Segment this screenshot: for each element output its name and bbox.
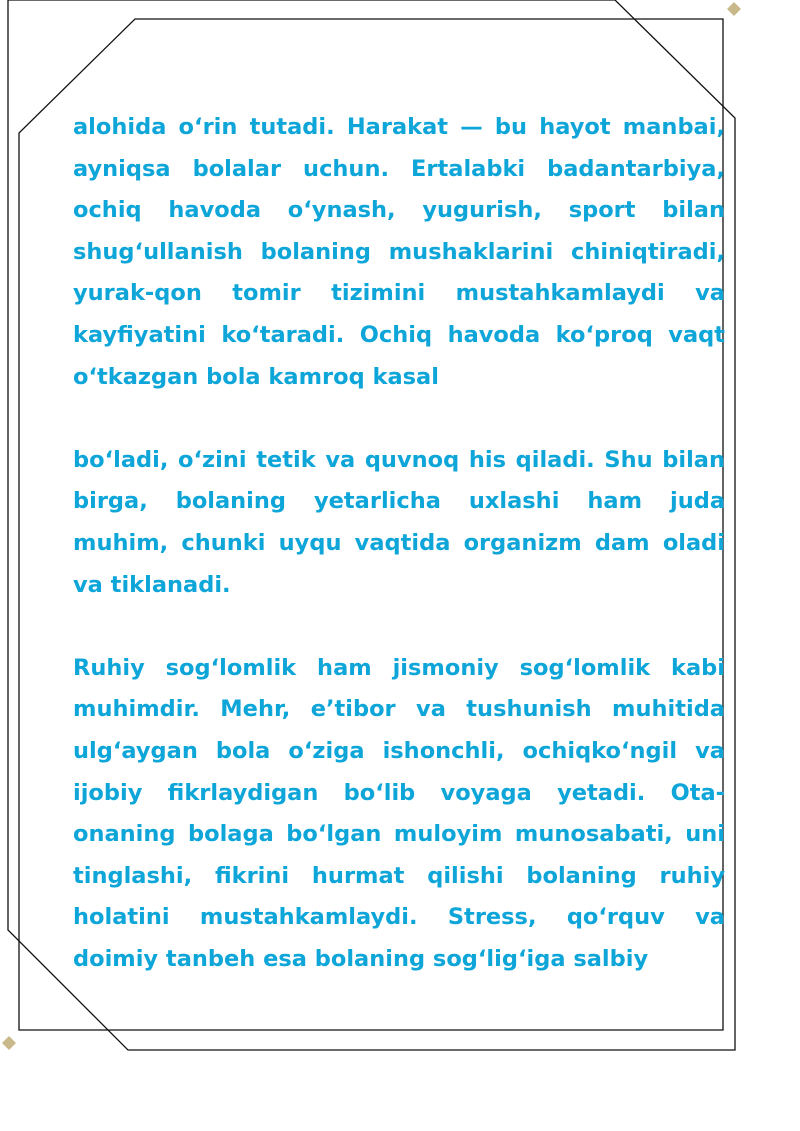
paragraph-3: Ruhiy sog‘lomlik ham jismoniy sog‘lomlik kabi muhimdir. Mehr, e’tibor va tushunish muhitida ulg‘aygan bola o‘ziga ishonchli, ochiqko‘ngil va ijobiy fikrlaydigan bo‘lib voyaga yetadi. Ota-onaning bolaga bo‘lgan muloyim munosabati, uni tinglashi, fikrini hurmat qilishi bolaning ruhiy holatini mustahkamlaydi. Stress, qo‘rquv va doimiy tanbeh esa bolaning sog‘lig‘iga salbiy <box>73 654 725 972</box>
diamond-ornament-bottom-left <box>2 1036 16 1050</box>
diamond-ornament-top-right <box>727 2 741 16</box>
body-text <box>73 107 725 980</box>
paragraph-1: alohida o‘rin tutadi. Harakat — bu hayot manbai, ayniqsa bolalar uchun. Ertalabki badantarbiya, ochiq havoda o‘ynash, yugurish, sport bilan shug‘ullanish bolaning mushaklarini chiniqtiradi, yurak-qon tomir tizimini mustahkamlaydi va kayfiyatini ko‘taradi. Ochiq havoda ko‘proq vaqt o‘tkazgan bola kamroq kasal <box>73 114 725 390</box>
paragraph-2: bo‘ladi, o‘zini tetik va quvnoq his qiladi. Shu bilan birga, bolaning yetarlicha uxlashi ham juda muhim, chunki uyqu vaqtida organizm dam oladi va tiklanadi. <box>73 446 725 598</box>
